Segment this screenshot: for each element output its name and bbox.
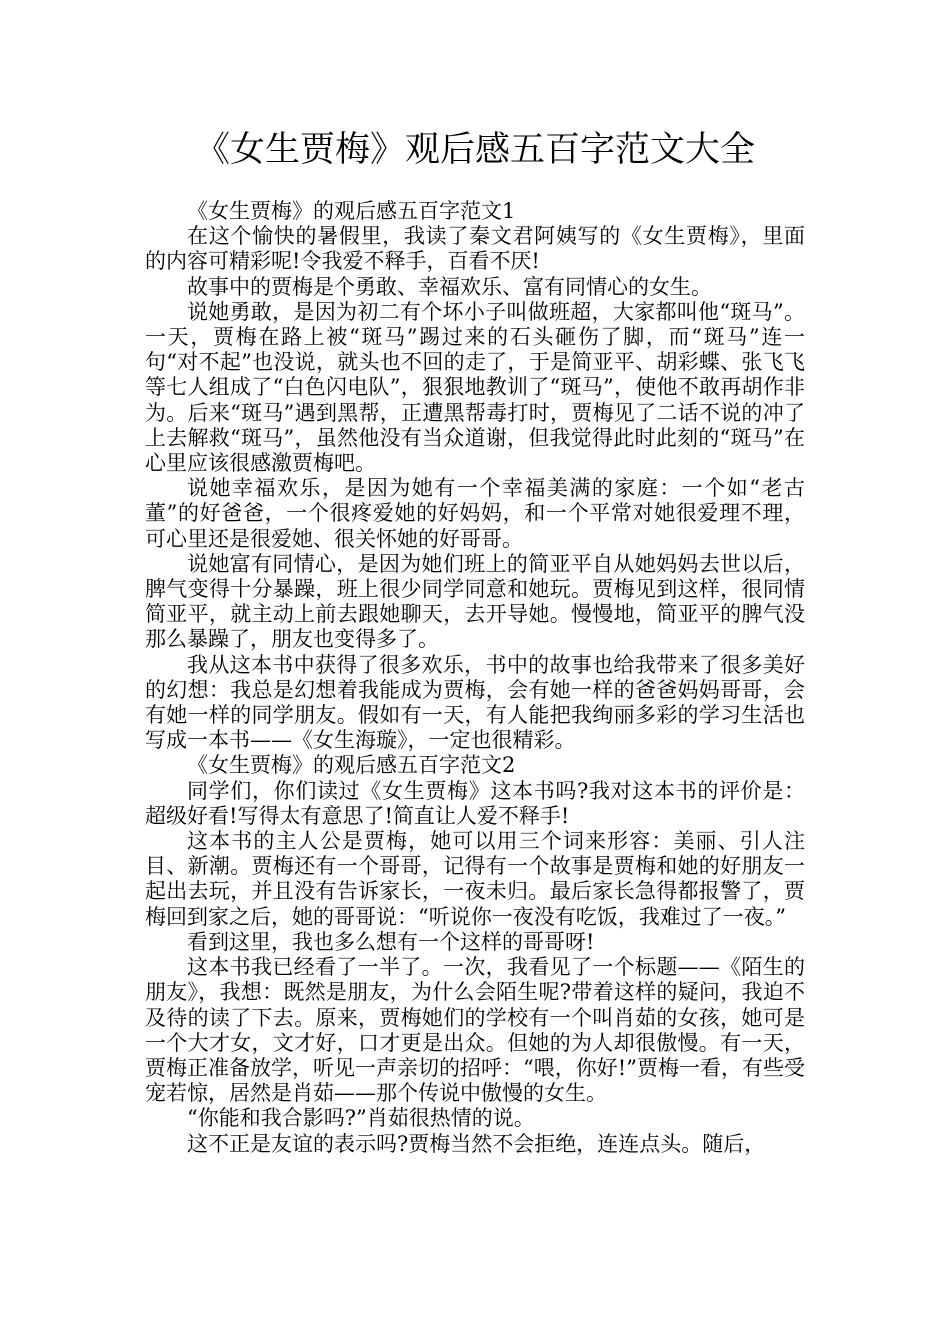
paragraph: “你能和我合影吗?”肖茹很热情的说。 — [187, 1106, 535, 1131]
section-heading-2: 《女生贾梅》的观后感五百字范文2 — [187, 753, 516, 778]
document-title: 《女生贾梅》观后感五百字范文大全 — [194, 130, 755, 170]
paragraph: 在这个愉快的暑假里，我读了秦文君阿姨写的《女生贾梅》，里面的内容可精彩呢!令我爱不释手，百看不厌! — [145, 224, 805, 274]
paragraph: 我从这本书中获得了很多欢乐，书中的故事也给我带来了很多美好的幻想：我总是幻想着我能成为贾梅，会有她一样的爸爸妈妈哥哥，会有她一样的同学朋友。假如有一天，有人能把我绚丽多彩的学习生活也写成一本书——《女生海璇》，一定也很精彩。 — [145, 652, 805, 753]
paragraph: 这本书的主人公是贾梅，她可以用三个词来形容：美丽、引人注目、新潮。贾梅还有一个哥哥，记得有一个故事是贾梅和她的好朋友一起出去玩，并且没有告诉家长，一夜未归。最后家长急得都报警了，贾梅回到家之后，她的哥哥说：“听说你一夜没有吃饭，我难过了一夜。” — [145, 829, 805, 929]
paragraph: 说她勇敢，是因为初二有个坏小子叫做班超，大家都叫他“斑马”。一天，贾梅在路上被“斑马”踢过来的石头砸伤了脚，而“斑马”连一句“对不起”也没说，就头也不回的走了，于是简亚平、胡彩蝶、张飞飞等七人组成了“白色闪电队”，狠狠地教训了“斑马”，使他不敢再胡作非为。后来“斑马”遇到黑帮，正遭黑帮毒打时，贾梅见了二话不说的冲了上去解救“斑马”，虽然他没有当众道谢，但我觉得此时此刻的“斑马”在心里应该很感激贾梅吧。 — [145, 299, 805, 476]
paragraph: 看到这里，我也多么想有一个这样的哥哥呀! — [187, 929, 595, 954]
section-heading-1: 《女生贾梅》的观后感五百字范文1 — [187, 199, 516, 223]
paragraph: 这不正是友谊的表示吗?贾梅当然不会拒绝，连连点头。随后， — [187, 1131, 766, 1156]
paragraph: 说她富有同情心，是因为她们班上的简亚平自从她妈妈去世以后，脾气变得十分暴躁，班上很少同学同意和她玩。贾梅见到这样，很同情简亚平，就主动上前去跟她聊天，去开导她。慢慢地，简亚平的脾气没那么暴躁了，朋友也变得多了。 — [145, 551, 805, 652]
paragraph: 故事中的贾梅是个勇敢、幸福欢乐、富有同情心的女生。 — [187, 274, 712, 299]
paragraph: 同学们，你们读过《女生贾梅》这本书吗?我对这本书的评价是：超级好看!写得太有意思了!简直让人爱不释手! — [145, 778, 805, 828]
document-body — [145, 199, 805, 1157]
paragraph: 说她幸福欢乐，是因为她有一个幸福美满的家庭：一个如“老古董”的好爸爸，一个很疼爱她的好妈妈，和一个平常对她很爱理不理，可心里还是很爱她、很关怀她的好哥哥。 — [145, 476, 805, 551]
paragraph: 这本书我已经看了一半了。一次，我看见了一个标题——《陌生的朋友》，我想：既然是朋友，为什么会陌生呢?带着这样的疑问，我迫不及待的读了下去。原来，贾梅她们的学校有一个叫肖茹的女孩，她可是一个大才女，文才好，口才更是出众。但她的为人却很傲慢。有一天，贾梅正准备放学，听见一声亲切的招呼：“喂，你好!”贾梅一看，有些受宠若惊，居然是肖茹——那个传说中傲慢的女生。 — [145, 955, 805, 1106]
